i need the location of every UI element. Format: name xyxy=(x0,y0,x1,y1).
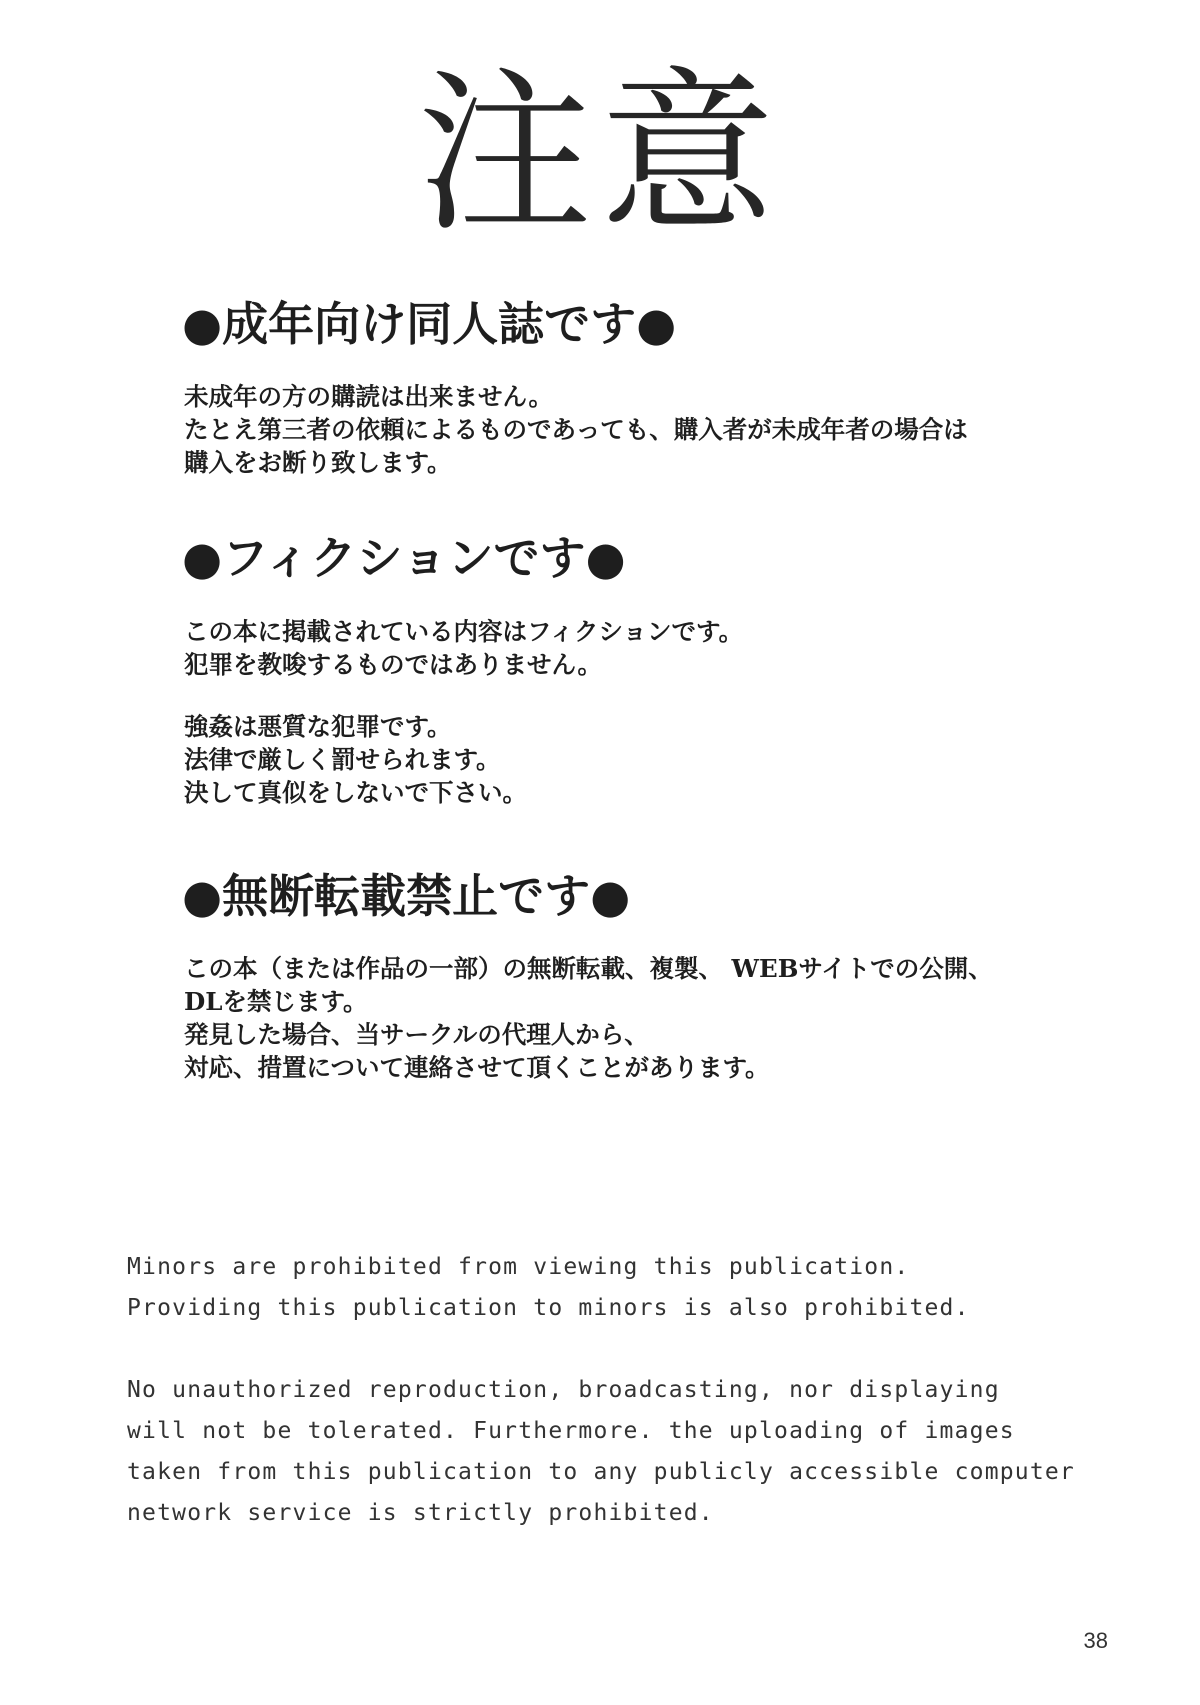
text-line: 購入をお断り致します。 xyxy=(184,448,452,477)
text-line: Minors are prohibited from viewing this publication. xyxy=(127,1254,910,1280)
text-line: will not be tolerated. Furthermore. the uploading of images xyxy=(127,1418,1015,1444)
page-title: 注意 xyxy=(417,53,783,256)
text-line: 未成年の方の購読は出来ません。 xyxy=(184,382,553,411)
text-line: この本に掲載されている内容はフィクションです。 xyxy=(184,617,744,646)
page-number: 38 xyxy=(1083,1628,1108,1653)
text-line: DLを禁じます。 xyxy=(184,987,368,1016)
text-line: taken from this publication to any publicly accessible computer xyxy=(127,1459,1075,1485)
section-body-no-reproduction xyxy=(184,952,993,1084)
section-heading-fiction: ●フィクションです● xyxy=(182,531,626,585)
text-line: Providing this publication to minors is also prohibited. xyxy=(127,1295,970,1321)
text-line: 犯罪を教唆するものではありません。 xyxy=(184,650,602,679)
english-notice-reproduction xyxy=(127,1370,1075,1534)
text-line: network service is strictly prohibited. xyxy=(127,1500,714,1526)
text-line: 法律で厳しく罰せられます。 xyxy=(184,745,501,774)
text-line: たとえ第三者の依頼によるものであっても、購入者が未成年者の場合は xyxy=(184,415,968,444)
text-line: 発見した場合、当サークルの代理人から、 xyxy=(184,1020,649,1049)
section-heading-adult: ●成年向け同人誌です● xyxy=(182,297,677,351)
text-line: この本（または作品の一部）の無断転載、複製、 WEBサイトでの公開、 xyxy=(184,954,993,983)
text-line: 対応、措置について連絡させて頂くことがあります。 xyxy=(184,1053,770,1082)
text-line: 決して真似をしないで下さい。 xyxy=(184,778,527,807)
text-line: 強姦は悪質な犯罪です。 xyxy=(184,712,452,741)
english-notice-minors xyxy=(127,1247,970,1329)
text-line: No unauthorized reproduction, broadcasting, nor displaying xyxy=(127,1377,1000,1403)
section-body-adult xyxy=(184,380,968,479)
section-body-fiction xyxy=(184,615,743,809)
section-heading-no-reproduction: ●無断転載禁止です● xyxy=(182,869,631,923)
